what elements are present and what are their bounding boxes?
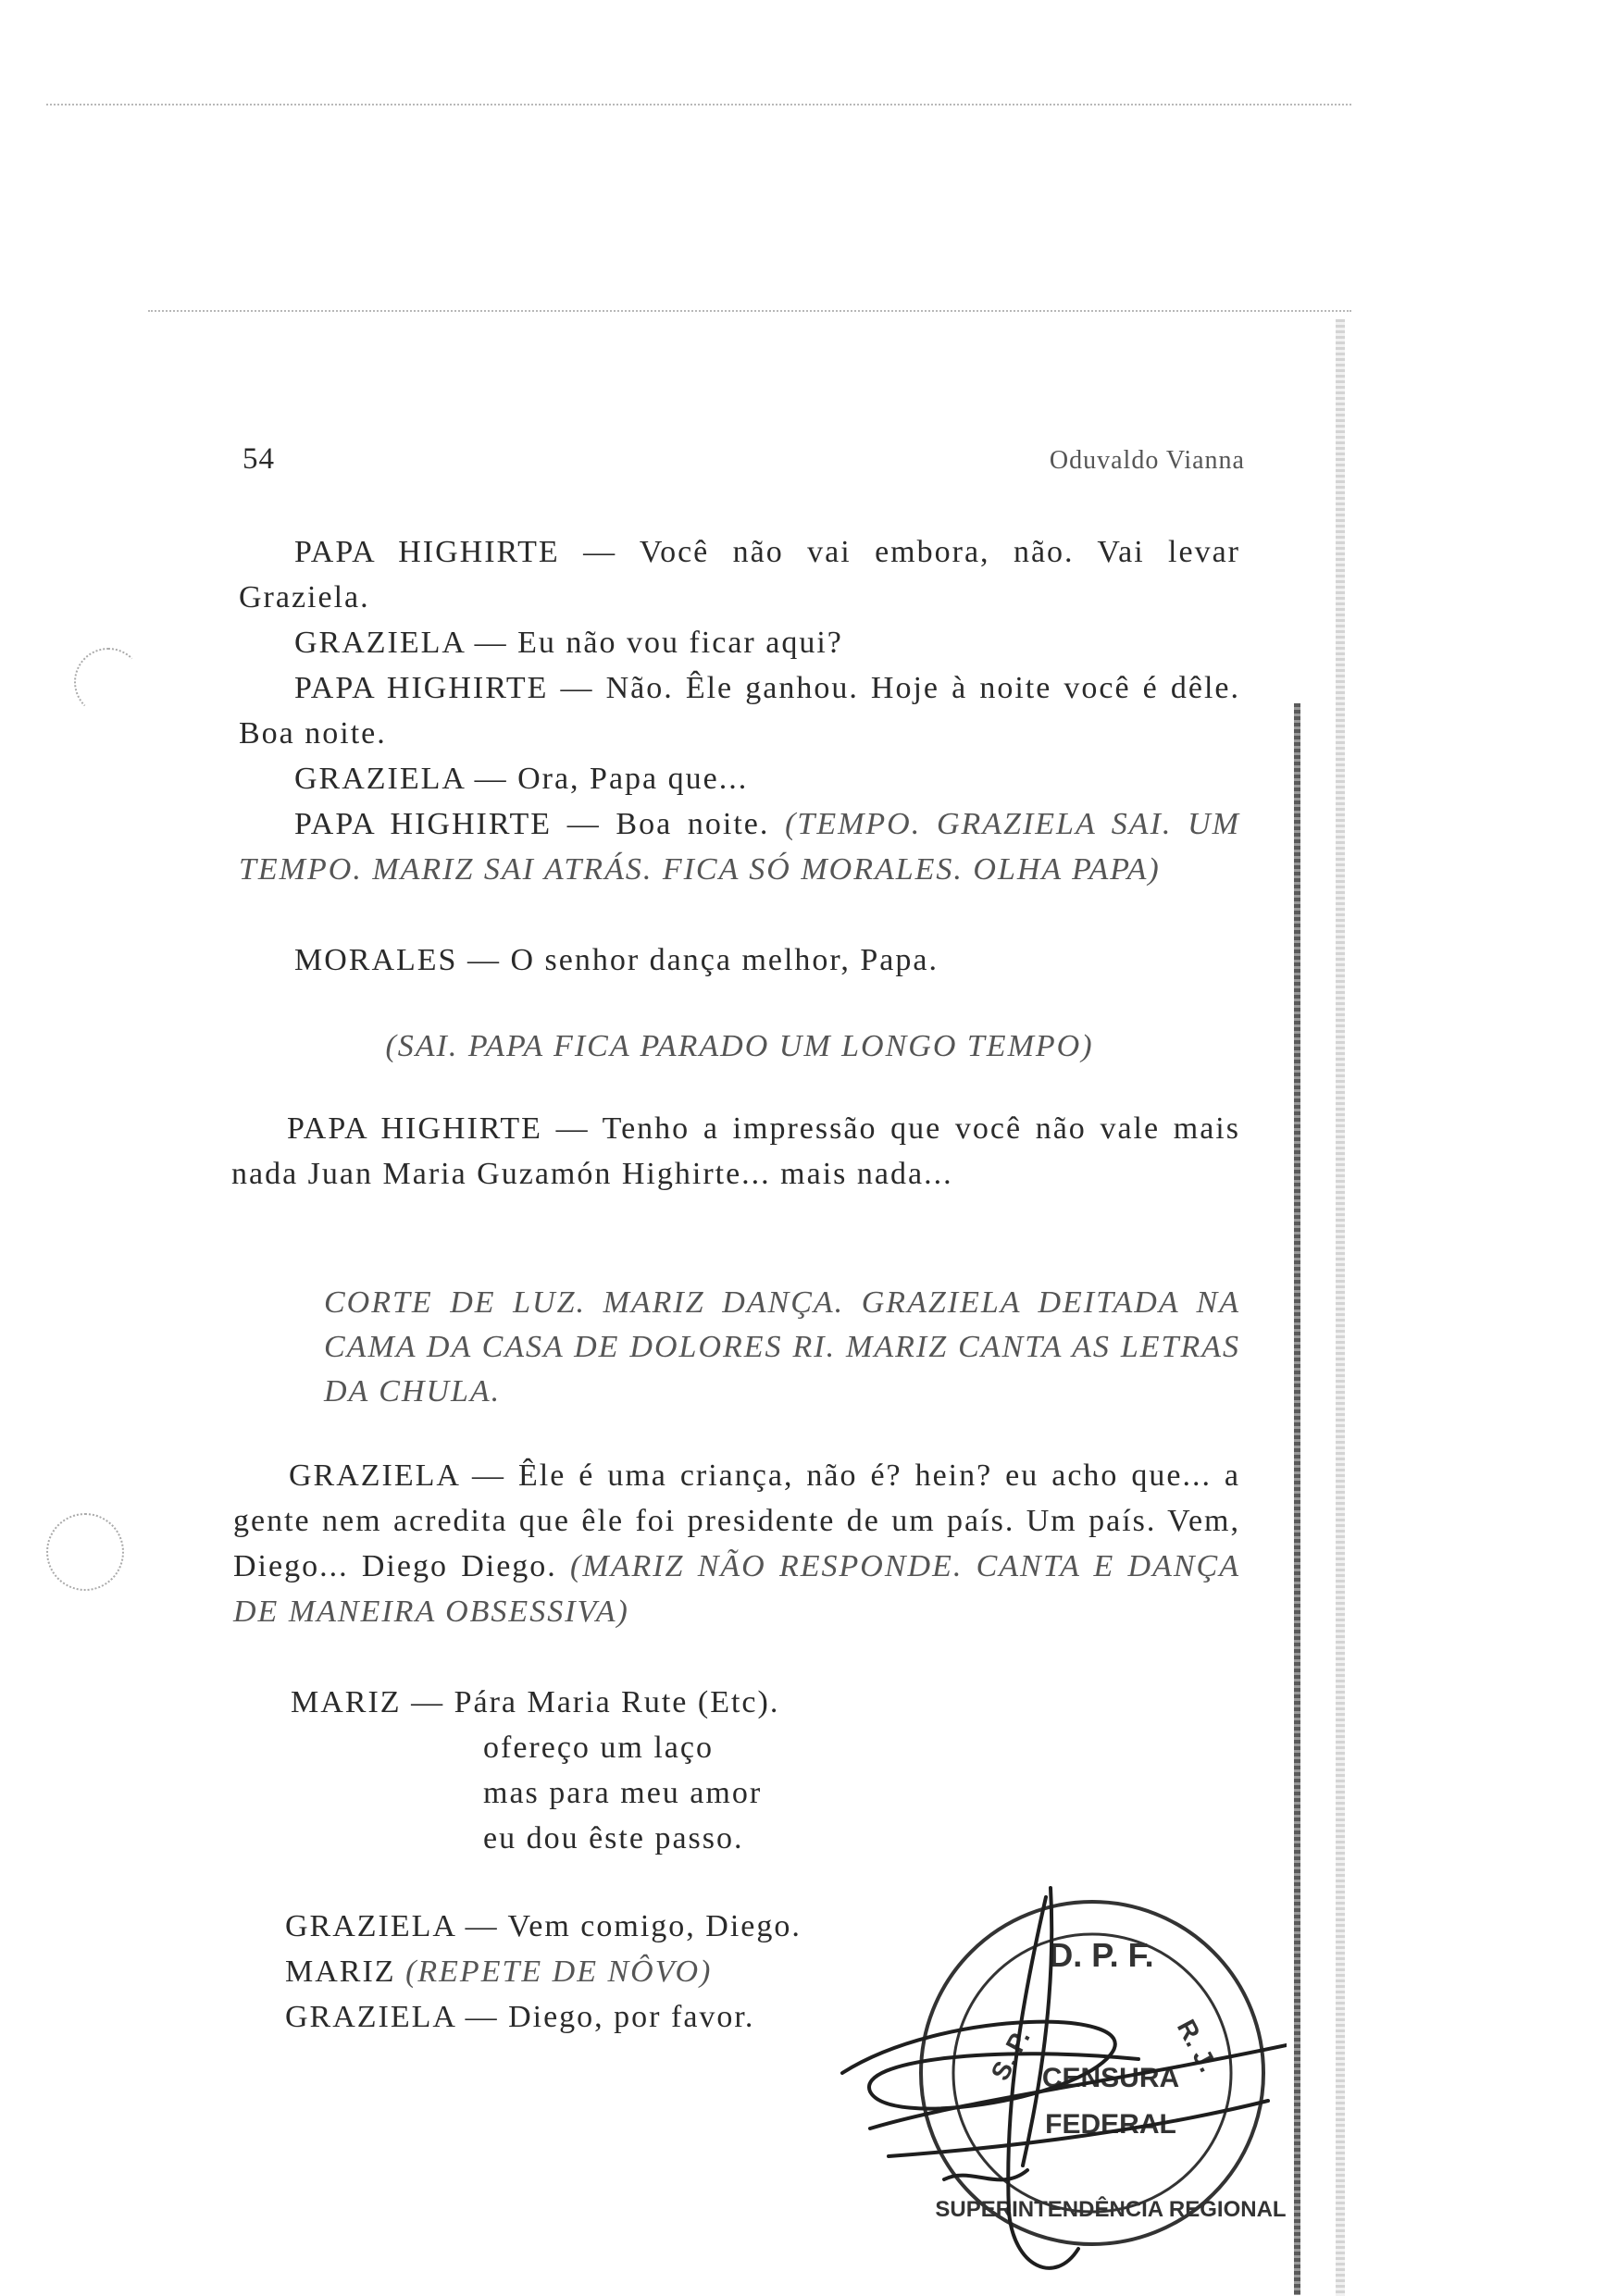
- speaker-name: PAPA HIGHIRTE: [287, 1111, 542, 1146]
- speaker-name: GRAZIELA: [285, 2000, 456, 2034]
- song-line: mas para meu amor: [483, 1776, 763, 1810]
- speaker-name: GRAZIELA: [294, 762, 466, 796]
- dialogue-line: PAPA HIGHIRTE — Você não vai embora, não. Vai levar Graziela.: [239, 535, 1241, 614]
- dialogue-text: O senhor dança melhor, Papa.: [510, 943, 939, 977]
- scan-edge-dark-line: [1294, 703, 1300, 2295]
- dialogue-text: Diego, por favor.: [508, 2000, 755, 2034]
- dialogue-text: Tenho a impressão que você não vale mais nada Juan Maria Guzamón Highirte... mais nada...: [231, 1111, 1240, 1191]
- scan-artifact-top-line: [46, 104, 1351, 105]
- punch-hole-top: [74, 648, 143, 716]
- dialogue-text: Eu não vou ficar aqui?: [517, 626, 843, 660]
- dialogue-line: PAPA HIGHIRTE — Não. Êle ganhou. Hoje à noite você é dêle. Boa noite.: [239, 671, 1240, 751]
- page-number: 54: [243, 442, 275, 476]
- dialogue-text: Ora, Papa que...: [517, 762, 749, 796]
- punch-hole-bottom: [46, 1513, 124, 1591]
- speaker-name: GRAZIELA: [294, 626, 466, 660]
- dialogue-line: GRAZIELA — Ora, Papa que...: [294, 762, 749, 796]
- stage-direction: (TEMPO. GRAZIELA SAI. UM TEMPO. MARIZ SAI ATRÁS. FICA SÓ MORALES. OLHA PAPA): [239, 807, 1240, 887]
- speaker-name: MORALES: [294, 943, 458, 977]
- stamp-center-line2: FEDERAL: [1045, 2109, 1176, 2140]
- scan-artifact-second-line: [148, 310, 1351, 312]
- stage-direction: (REPETE DE NÔVO): [405, 1955, 713, 1989]
- stamp-center-line1: CENSURA: [1041, 2063, 1180, 2093]
- song-verse: MARIZ — Pára Maria Rute (Etc). ofereço um laço mas para meu amor eu dou êste passo.: [291, 1680, 1031, 1861]
- dialogue-text: Vem comigo, Diego.: [507, 1909, 802, 1943]
- scan-edge-shadow: [1336, 319, 1345, 2296]
- stage-direction-block: CORTE DE LUZ. MARIZ DANÇA. GRAZIELA DEITADA NA CAMA DA CASA DE DOLORES RI. MARIZ CANTA AS LETRAS DA CHULA.: [324, 1285, 1240, 1409]
- dialogue-line: GRAZIELA — Êle é uma criança, não é? hein? eu acho que... a gente nem acredita que êle foi presidente de um país. Um país. Vem, Diego... Diego Diego. (MARIZ NÃO RESPONDE. CANTA E DANÇA DE MANEIRA OBSESSIVA): [233, 1458, 1241, 1629]
- speaker-name: MARIZ: [285, 1955, 396, 1989]
- dialogue-text: Êle é uma criança, não é? hein? eu acho que... a gente nem acredita que êle foi presidente de um país. Um país. Vem, Diego... Diego Diego.: [233, 1458, 1241, 1583]
- dialogue-line: MORALES — O senhor dança melhor, Papa.: [294, 943, 939, 977]
- speaker-name: PAPA HIGHIRTE: [294, 807, 552, 841]
- speaker-name: GRAZIELA: [289, 1458, 460, 1493]
- stage-direction: (MARIZ NÃO RESPONDE. CANTA E DANÇA DE MANEIRA OBSESSIVA): [233, 1549, 1240, 1629]
- speaker-name: MARIZ: [291, 1685, 402, 1719]
- song-line: eu dou êste passo.: [483, 1821, 744, 1855]
- censorship-stamp: [833, 1860, 1287, 2286]
- stage-direction-centered: (SAI. PAPA FICA PARADO UM LONGO TEMPO): [385, 1029, 1094, 1063]
- dialogue-text: Não. Êle ganhou. Hoje à noite você é dêle. Boa noite.: [239, 671, 1240, 751]
- dialogue-line: GRAZIELA — Vem comigo, Diego.: [285, 1909, 802, 1943]
- speaker-name: GRAZIELA: [285, 1909, 456, 1943]
- stamp-bottom-text: SUPERINTENDÊNCIA REGIONAL: [935, 2197, 1287, 2222]
- dialogue-line: GRAZIELA — Diego, por favor.: [285, 2000, 755, 2034]
- song-line: Pára Maria Rute (Etc).: [454, 1685, 780, 1719]
- song-line: ofereço um laço: [483, 1731, 714, 1765]
- dialogue-line: PAPA HIGHIRTE — Boa noite. (TEMPO. GRAZIELA SAI. UM TEMPO. MARIZ SAI ATRÁS. FICA SÓ MORALES. OLHA PAPA): [239, 807, 1240, 887]
- speaker-name: PAPA HIGHIRTE: [294, 671, 549, 705]
- dialogue-line: PAPA HIGHIRTE — Tenho a impressão que você não vale mais nada Juan Maria Guzamón Highirte... mais nada...: [231, 1111, 1240, 1191]
- stamp-top-text: D. P. F.: [1049, 1936, 1154, 1974]
- stamp-right-text: R. J.: [1171, 2015, 1223, 2077]
- stamp-left-text: S. P.: [985, 2025, 1036, 2086]
- dialogue-text: Boa noite.: [616, 807, 786, 841]
- running-header-author: Oduvaldo Vianna: [1049, 446, 1245, 475]
- dialogue-text: Você não vai embora, não. Vai levar Graziela.: [239, 535, 1241, 614]
- dialogue-line: GRAZIELA — Eu não vou ficar aqui?: [294, 626, 843, 660]
- speaker-name: PAPA HIGHIRTE: [294, 535, 560, 569]
